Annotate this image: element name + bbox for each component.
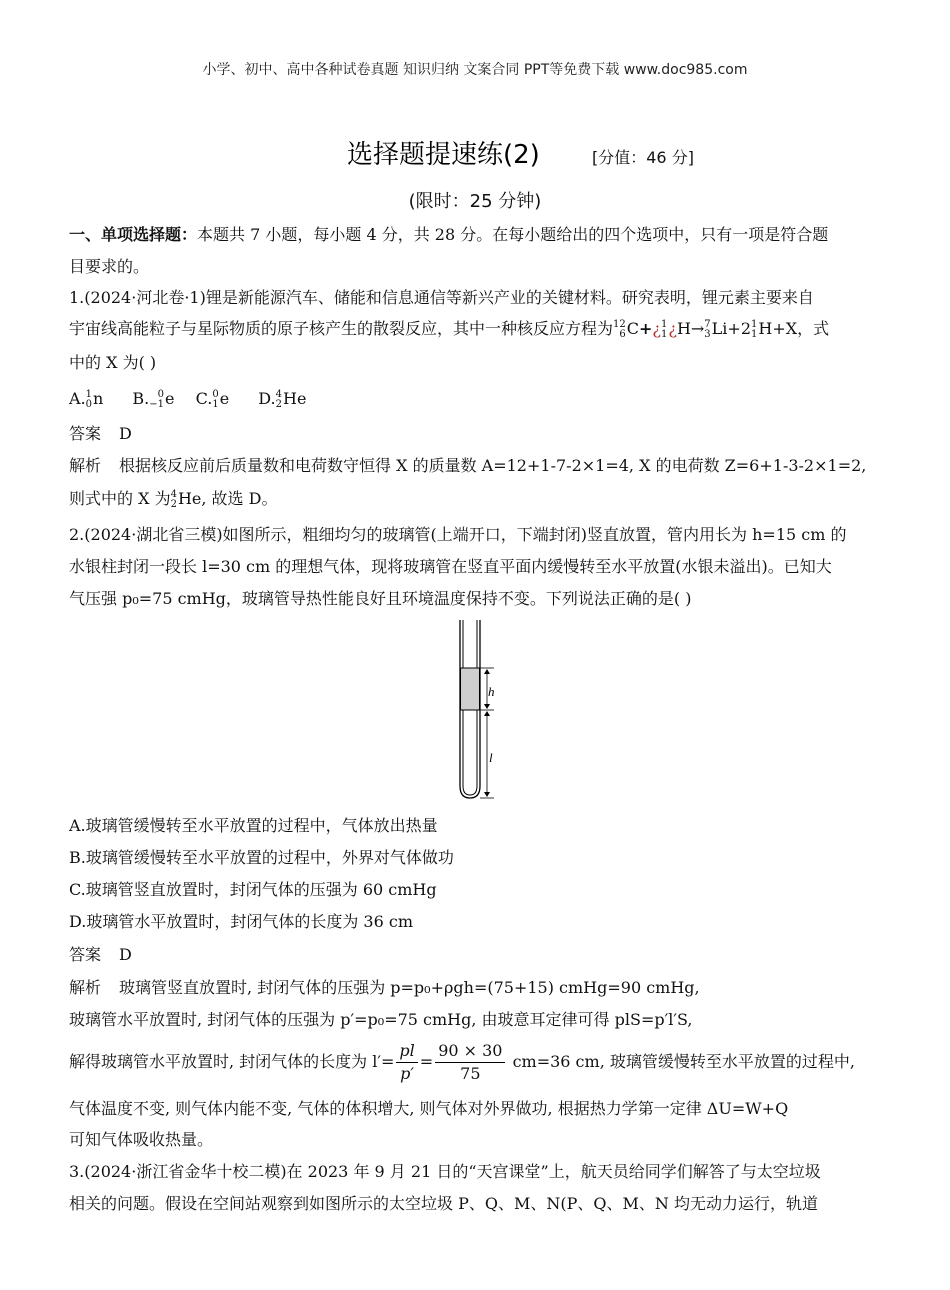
- q3-stem-line2: 相关的问题。假设在空间站观察到如图所示的太空垃圾 P、Q、M、N(P、Q、M、N 均无动力运行，轨道: [69, 1194, 818, 1213]
- q1-stem-line3: 中的 X 为( ): [69, 353, 157, 372]
- q1-option-a: A. 1 0 n: [69, 388, 104, 410]
- section-desc-line2: 目要求的。: [69, 257, 150, 276]
- page-title: 选择题提速练(2): [347, 140, 540, 170]
- q3-stem-line1: 3.(2024·浙江省金华十校二模)在 2023 年 9 月 21 日的“天宫课堂”上，航天员给同学们解答了与太空垃圾: [69, 1162, 821, 1181]
- q1-analysis-line2: 则式中的 X 为 4 2 He, 故选 D。: [69, 488, 278, 510]
- q2-analysis-line4: 气体温度不变, 则气体内能不变, 气体的体积增大, 则气体对外界做功, 根据热力学第一定律 ΔU=W+Q: [69, 1099, 789, 1118]
- q2-stem-line2: 水银柱封闭一段长 l=30 cm 的理想气体，现将玻璃管在竖直平面内缓慢转至水平放置(水银未溢出)。已知大: [69, 557, 832, 576]
- q2-analysis-line2: 玻璃管水平放置时, 封闭气体的压强为 p′=p₀=75 cmHg, 由玻意耳定律可得 plS=p′l′S,: [69, 1010, 693, 1029]
- page-header: 小学、初中、高中各种试卷真题 知识归纳 文案合同 PPT等免费下载 www.doc985.com: [202, 62, 748, 78]
- fraction-values: $\frac{90 \times 30}{75}$: [435, 1040, 505, 1085]
- q2-analysis-line3: 解得玻璃管水平放置时, 封闭气体的长度为 l′= $\frac{pl}{p'}$ = $\frac{90 \times 30}{75}$ cm=36 cm, 玻璃管缓慢转至水平放置的过程中,: [69, 1041, 855, 1083]
- q2-analysis-line1: 解析 玻璃管竖直放置时, 封闭气体的压强为 p=p₀+ρgh=(75+15) cmHg=90 cmHg,: [69, 978, 700, 997]
- q1-stem-line1: 1.(2024·河北卷·1)锂是新能源汽车、储能和信息通信等新兴产业的关键材料。研究表明，锂元素主要来自: [69, 288, 814, 307]
- q2-option-c: C.玻璃管竖直放置时，封闭气体的压强为 60 cmHg: [69, 880, 437, 899]
- time-limit: (限时：25 分钟): [408, 191, 542, 212]
- q1-stem-text: 宇宙线高能粒子与星际物质的原子核产生的散裂反应，其中一种核反应方程为: [69, 319, 614, 338]
- q1-analysis-line1: 解析 根据核反应前后质量数和电荷数守恒得 X 的质量数 A=12+1-7-2×1=4, X 的电荷数 Z=6+1-3-2×1=2,: [69, 456, 867, 475]
- l-label: l: [489, 750, 493, 765]
- q1-equation: 12 6 C+¿ 1 1 ¿H→ 7 3 Li+2 1 1 H+X，式: [613, 318, 830, 340]
- q2-answer: 答案 D: [69, 945, 132, 964]
- q1-option-d: D. 4 2 He: [258, 388, 307, 410]
- q1-option-c: C. 0 1 e: [195, 388, 230, 410]
- q2-analysis-line5: 可知气体吸收热量。: [69, 1130, 214, 1149]
- section-desc: 本题共 7 小题，每小题 4 分，共 28 分。在每小题给出的四个选项中，只有一项是符合题: [197, 225, 829, 244]
- q2-stem-line1: 2.(2024·湖北省三模)如图所示，粗细均匀的玻璃管(上端开口，下端封闭)竖直放置，管内用长为 h=15 cm 的: [69, 525, 847, 544]
- q1-options: [69, 388, 306, 410]
- mercury-column: [461, 668, 480, 710]
- q1-stem-line2: [69, 318, 829, 340]
- score-label: [分值：46 分]: [592, 148, 694, 167]
- section-heading: 一、单项选择题：: [69, 225, 198, 244]
- q2-option-a: A.玻璃管缓慢转至水平放置的过程中，气体放出热量: [69, 816, 438, 835]
- q2-option-d: D.玻璃管水平放置时，封闭气体的长度为 36 cm: [69, 912, 414, 931]
- q2-option-b: B.玻璃管缓慢转至水平放置的过程中，外界对气体做功: [69, 848, 454, 867]
- q2-stem-line3: 气压强 p₀=75 cmHg，玻璃管导热性能良好且环境温度保持不变。下列说法正确的是( ): [69, 589, 692, 608]
- section-intro: [69, 224, 828, 246]
- glass-tube-figure: [440, 618, 520, 806]
- q1-option-b: B. 0 −1 e: [132, 388, 175, 410]
- q1-answer: 答案 D: [69, 424, 132, 443]
- fraction-pl: $\frac{pl}{p'}$: [396, 1040, 417, 1085]
- h-label: h: [488, 684, 495, 699]
